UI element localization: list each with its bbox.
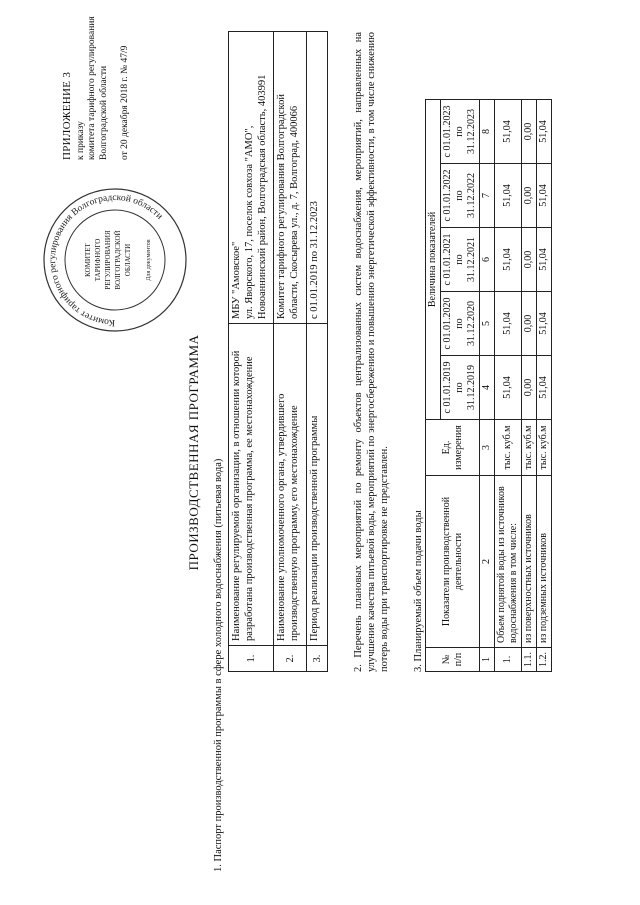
header-period: с 01.01.2021 по 31.12.2021: [441, 228, 480, 292]
row-value: 0,00: [522, 100, 537, 164]
row-value: [274, 32, 307, 324]
row-label: Наименование уполномоченного органа, утвердившего производственную программу, его местонахождение: [274, 324, 307, 646]
table-row: [522, 100, 537, 672]
row-value: 51,04: [495, 164, 522, 228]
row-value: 0,00: [522, 164, 537, 228]
row-unit: тыс. куб.м: [495, 420, 522, 476]
seal-center-line: РЕГУЛИРОВАНИЯ: [104, 230, 112, 290]
table-row: [229, 32, 274, 672]
table-row: [307, 32, 328, 672]
row-value: 51,04: [495, 228, 522, 292]
index-cell: 6: [480, 228, 495, 292]
index-cell: 3: [480, 420, 495, 476]
row-value: 51,04: [537, 292, 552, 356]
appendix-line: комитета тарифного регулирования: [87, 16, 97, 160]
section-1-heading: 1. Паспорт производственной программы в сфере холодного водоснабжения (питьевая вода): [213, 458, 224, 872]
value-line: области, Скосырева ул., д. 7, Волгоград, 400066: [289, 105, 300, 319]
row-number: 1.1.: [522, 648, 537, 672]
header-group: Величина показателей: [426, 100, 441, 420]
row-value: 51,04: [537, 356, 552, 420]
seal-center-line: ВОЛГОГРАДСКОЙ: [114, 230, 122, 290]
seal-center-line: ОБЛАСТИ: [124, 243, 132, 277]
row-value: 51,04: [495, 292, 522, 356]
row-value: 51,04: [495, 356, 522, 420]
value-line: МБУ "Амовское": [231, 241, 242, 319]
seal-bottom-text: Для документов: [146, 239, 152, 281]
row-number: 1.2.: [537, 648, 552, 672]
index-cell: 4: [480, 356, 495, 420]
value-line: ул. Яворского, 17, поселок совхоза "АМО",: [244, 125, 255, 319]
header-num: № п/п: [426, 648, 480, 672]
page-title: ПРОИЗВОДСТВЕННАЯ ПРОГРАММА: [186, 334, 201, 571]
index-row: [480, 100, 495, 672]
seal-center-line: КОМИТЕТ: [84, 243, 92, 277]
row-label: Наименование регулируемой организации, в отношении которой разработана производственная программа, ее местонахождение: [229, 324, 274, 646]
appendix-line: Волгоградской области: [98, 65, 109, 160]
header-period: с 01.01.2023 по 31.12.2023: [441, 100, 480, 164]
row-name: из поверхностных источников: [522, 476, 537, 648]
table-row: [537, 100, 552, 672]
index-cell: 2: [480, 476, 495, 648]
appendix-line: к приказу: [75, 121, 86, 160]
header-period: с 01.01.2022 по 31.12.2022: [441, 164, 480, 228]
seal-center-line: ТАРИФНОГО: [94, 238, 102, 282]
index-cell: 5: [480, 292, 495, 356]
official-seal: [40, 185, 190, 335]
row-label: Период реализации производственной программы: [307, 324, 328, 646]
value-line: Новоаннинский район, Волгоградская область, 403991: [257, 74, 268, 319]
row-unit: тыс. куб.м: [522, 420, 537, 476]
table-row: [495, 100, 522, 672]
row-value: 0,00: [522, 356, 537, 420]
index-cell: 1: [480, 648, 495, 672]
row-value: 51,04: [537, 100, 552, 164]
value-line: с 01.01.2019 по 31.12.2023: [309, 201, 320, 319]
section-2-paragraph: 2. Перечень плановых мероприятий по ремонту объектов централизованных систем водоснабжения, мероприятий, направленных на улучшение качества питьевой воды, мероприятий по энергосбережению и повышению энергетической эффективности, в том числе снижению потерь воды при транспортировке не представлен.: [353, 32, 390, 672]
row-value: 0,00: [522, 228, 537, 292]
header-row: [426, 100, 441, 672]
appendix-block: [62, 10, 132, 160]
index-cell: 8: [480, 100, 495, 164]
header-period: с 01.01.2019 по 31.12.2019: [441, 356, 480, 420]
index-cell: 7: [480, 164, 495, 228]
value-line: Комитет тарифного регулирования Волгоградской: [276, 94, 287, 319]
row-name: из подземных источников: [537, 476, 552, 648]
section-3-heading: 3. Планируемый объем подачи воды: [413, 510, 424, 672]
table-row: [274, 32, 307, 672]
row-number: 1.: [229, 646, 274, 672]
header-period: с 01.01.2020 по 31.12.2020: [441, 292, 480, 356]
seal-ring-text: Комитет тарифного регулирования Волгоградской области: [47, 192, 165, 328]
appendix-heading: ПРИЛОЖЕНИЕ 3: [61, 71, 73, 160]
row-value: 51,04: [495, 100, 522, 164]
row-value: 51,04: [537, 164, 552, 228]
row-name: Объем поднятой воды из источников водоснабжения в том числе:: [495, 476, 522, 648]
row-value: 0,00: [522, 292, 537, 356]
row-number: 3.: [307, 646, 328, 672]
passport-table: [228, 31, 328, 672]
row-number: 2.: [274, 646, 307, 672]
row-value: 51,04: [537, 228, 552, 292]
row-value: [307, 32, 328, 324]
row-unit: тыс. куб.м: [537, 420, 552, 476]
volume-table: [425, 99, 552, 672]
row-number: 1.: [495, 648, 522, 672]
header-unit: Ед. измерения: [426, 420, 480, 476]
row-value: [229, 32, 274, 324]
appendix-date: от 20 декабря 2018 г. № 47/9: [120, 45, 130, 160]
header-name: Показатели производственной деятельности: [426, 476, 480, 648]
